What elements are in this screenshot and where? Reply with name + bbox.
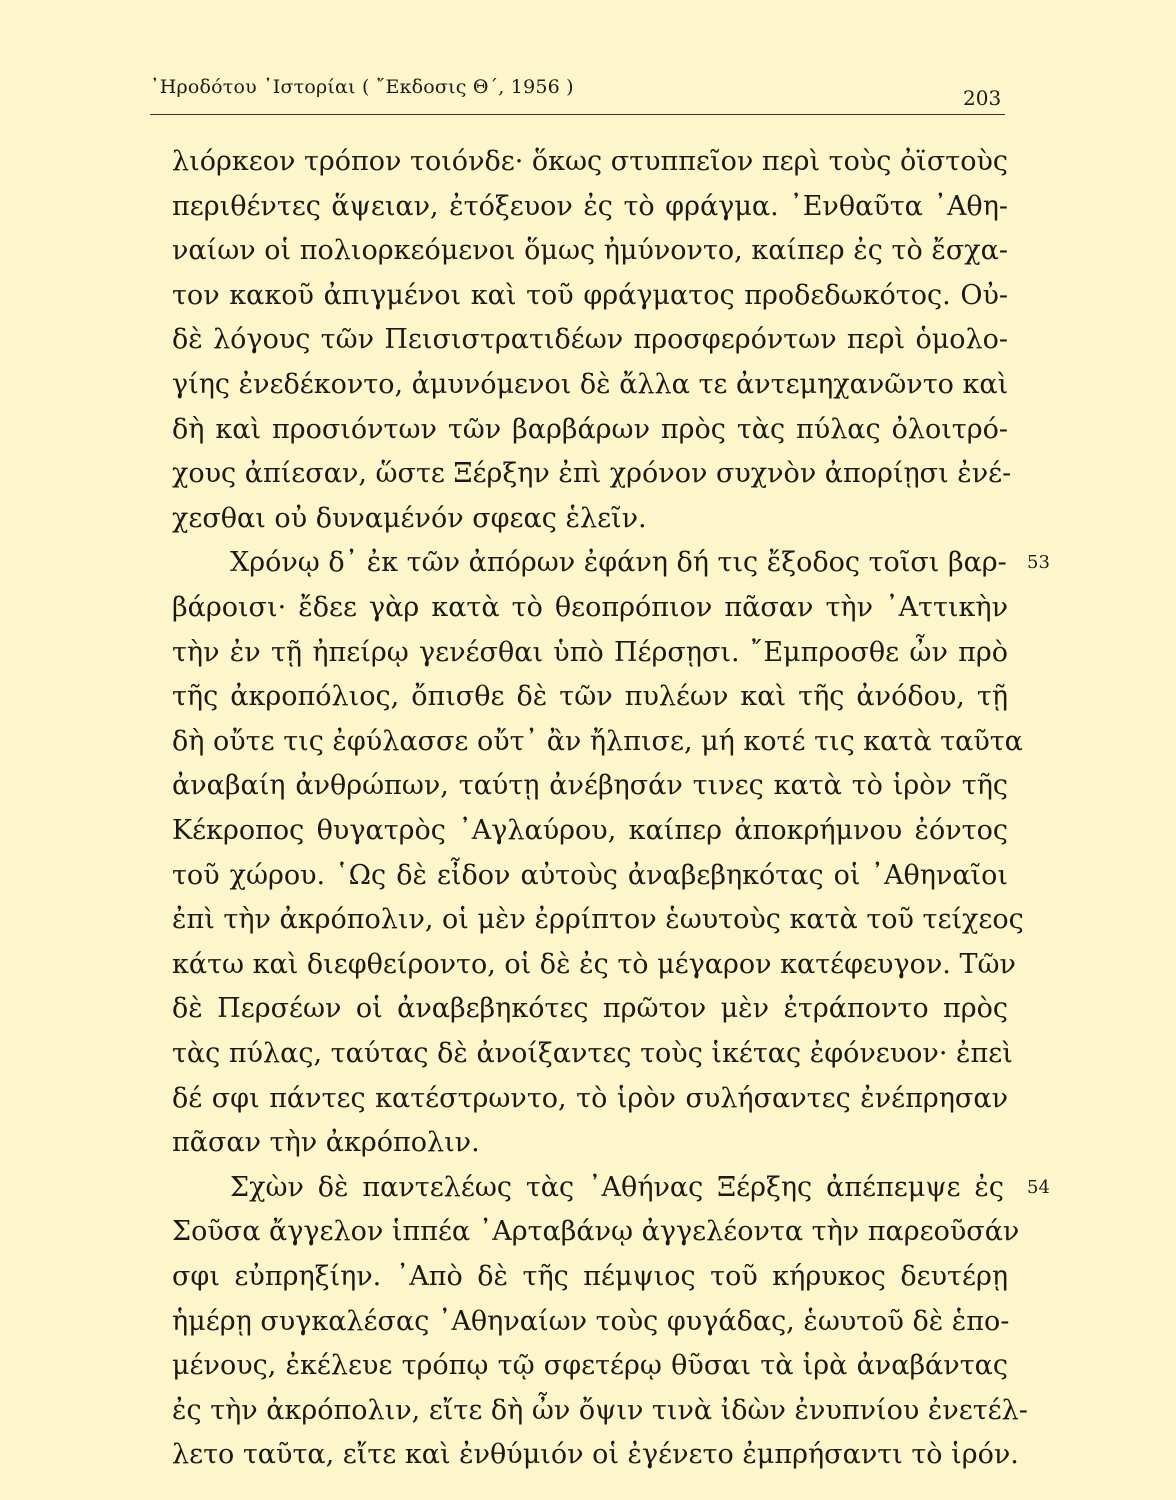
text-line: ἐς τὴν ἀκρόπολιν, εἴτε δὴ ὦν ὄψιν τινὰ ἰδὼν ἐνυπνίου ἐνετέλ- <box>172 1394 1028 1426</box>
text-line: βάροισι· ἔδεε γὰρ κατὰ τὸ θεοπρόπιον πᾶσαν τὴν ᾽Αττικὴν <box>172 592 1008 623</box>
text-line: δὴ οὔτε τις ἐφύλασσε οὔτ᾽ ἂν ἤλπισε, μή κοτέ τις κατὰ ταῦτα <box>172 725 1023 757</box>
page-number: 203 <box>963 86 1002 110</box>
text-line: δὴ καὶ προσιόντων τῶν βαρβάρων πρὸς τὰς πύλας ὀλοιτρό- <box>172 413 1008 445</box>
text-line: ἀναβαίη ἀνθρώπων, ταύτῃ ἀνέβησάν τινες κατὰ τὸ ἱρὸν τῆς <box>172 770 1008 802</box>
text-line: δὲ λόγους τῶν Πεισιστρατιδέων προσφερόντων περὶ ὁμολο- <box>172 324 1008 356</box>
text-line: τον κακοῦ ἀπιγμένοι καὶ τοῦ φράγματος προδεδωκότος. Οὐ- <box>172 279 1008 311</box>
section-number-54: 54 <box>1027 1176 1050 1198</box>
text-line: ναίων οἱ πολιορκεόμενοι ὅμως ἠμύνοντο, καίπερ ἐς τὸ ἔσχα- <box>172 235 1008 267</box>
text-line: ἡμέρῃ συγκαλέσας ᾽Αθηναίων τοὺς φυγάδας, ἑωυτοῦ δὲ ἑπο- <box>172 1305 1010 1337</box>
text-line: γίης ἐνεδέκοντο, ἀμυνόμενοι δὲ ἄλλα τε ἀντεμηχανῶντο καὶ <box>172 369 1009 400</box>
header-rule <box>150 114 1005 115</box>
text-line: τῆς ἀκροπόλιος, ὄπισθε δὲ τῶν πυλέων καὶ τῆς ἀνόδου, τῇ <box>172 681 1008 713</box>
text-line: δέ σφι πάντες κατέστρωντο, τὸ ἱρὸν συλήσαντες ἐνέπρησαν <box>172 1082 1008 1114</box>
running-head: ᾽Ηροδότου ᾽Ιστορίαι ( ῎Εκδοσις Θ΄, 1956 ) <box>150 76 574 98</box>
text-line: περιθέντες ἅψειαν, ἐτόξευον ἐς τὸ φράγμα. ᾽Ενθαῦτα ᾽Αθη- <box>172 190 1008 222</box>
text-line: Χρόνῳ δ᾽ ἐκ τῶν ἀπόρων ἐφάνη δή τις ἔξοδος τοῖσι βαρ- <box>230 547 1007 579</box>
text-line: πᾶσαν τὴν ἀκρόπολιν. <box>172 1127 480 1159</box>
text-line: μένους, ἐκέλευε τρόπῳ τῷ σφετέρῳ θῦσαι τὰ ἱρὰ ἀναβάντας <box>172 1350 1008 1382</box>
text-line: Σχὼν δὲ παντελέως τὰς ᾽Αθήνας Ξέρξης ἀπέπεμψε ἐς <box>230 1171 1004 1203</box>
text-line: χους ἀπίεσαν, ὥστε Ξέρξην ἐπὶ χρόνον συχνὸν ἀπορίῃσι ἐνέ- <box>172 458 1012 490</box>
text-line: ἐπὶ τὴν ἀκρόπολιν, οἱ μὲν ἐρρίπτον ἑωυτοὺς κατὰ τοῦ τείχεος <box>172 904 1024 936</box>
section-number-53: 53 <box>1027 552 1050 574</box>
text-line: τὰς πύλας, ταύτας δὲ ἀνοίξαντες τοὺς ἱκέτας ἐφόνευον· ἐπεὶ <box>172 1038 1013 1069</box>
text-line: λετο ταῦτα, εἴτε καὶ ἐνθύμιόν οἱ ἐγένετο ἐμπρήσαντι τὸ ἱρόν. <box>172 1439 1019 1471</box>
text-line: σφι εὐπρηξίην. ᾽Απὸ δὲ τῆς πέμψιος τοῦ κήρυκος δευτέρῃ <box>172 1261 1008 1292</box>
text-line: λιόρκεον τρόπον τοιόνδε· ὅκως στυππεῖον περὶ τοὺς ὀϊστοὺς <box>172 146 1008 177</box>
text-line: δὲ Περσέων οἱ ἀναβεβηκότες πρῶτον μὲν ἐτράποντο πρὸς <box>172 993 1008 1025</box>
text-line: κάτω καὶ διεφθείροντο, οἱ δὲ ἐς τὸ μέγαρον κατέφευγον. Τῶν <box>172 948 1016 980</box>
text-line: Κέκροπος θυγατρὸς ᾽Αγλαύρου, καίπερ ἀποκρήμνου ἐόντος <box>172 815 1008 846</box>
text-line: χεσθαι οὐ δυναμένόν σφεας ἑλεῖν. <box>172 502 647 534</box>
text-line: Σοῦσα ἄγγελον ἱππέα ᾽Αρταβάνῳ ἀγγελέοντα τὴν παρεοῦσάν <box>172 1216 1020 1248</box>
text-line: τοῦ χώρου. ῾Ως δὲ εἶδον αὐτοὺς ἀναβεβηκότας οἱ ᾽Αθηναῖοι <box>172 859 1008 891</box>
text-line: τὴν ἐν τῇ ἠπείρῳ γενέσθαι ὑπὸ Πέρσῃσι. ῎Εμπροσθε ὦν πρὸ <box>172 636 1008 668</box>
